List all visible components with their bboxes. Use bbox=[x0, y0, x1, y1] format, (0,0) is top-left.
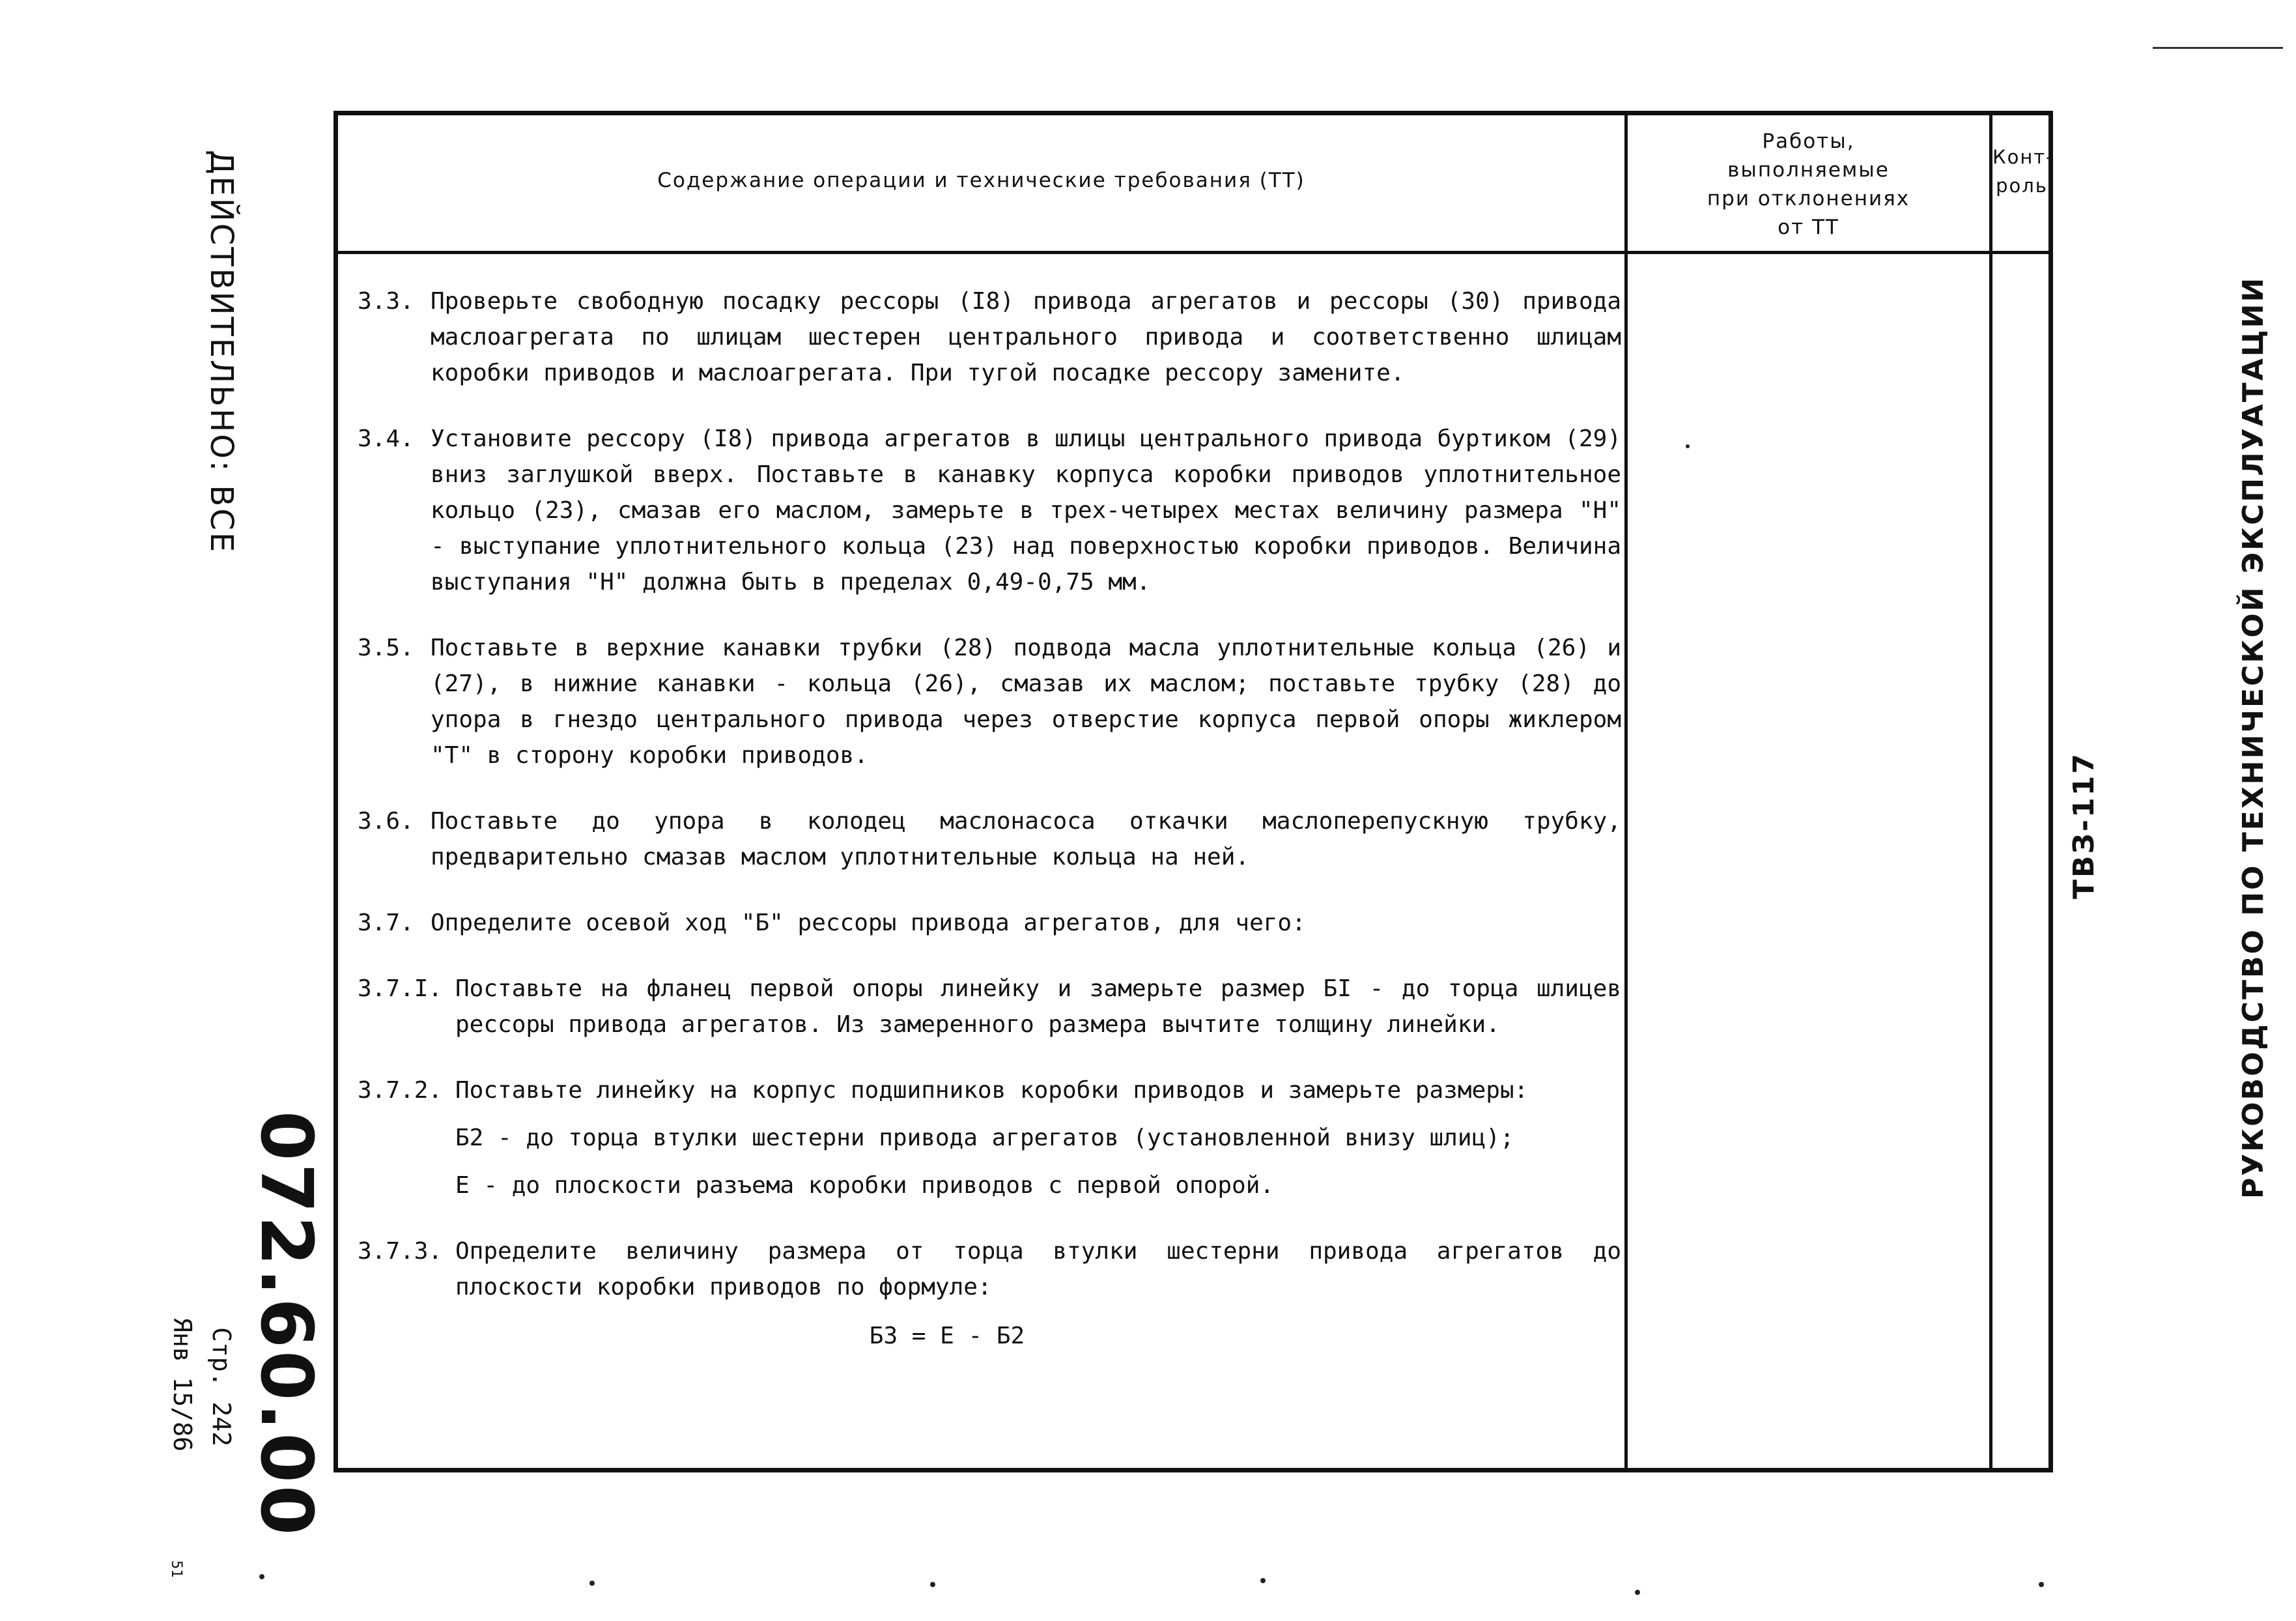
operation-item bbox=[358, 1072, 1621, 1203]
revision-date: Янв 15/86 bbox=[168, 1317, 197, 1452]
header-deviation bbox=[1628, 127, 1989, 242]
header-control-line: роль bbox=[1996, 175, 2048, 197]
header-content-label: Содержание операции и технические требования (ТТ) bbox=[657, 169, 1305, 192]
operation-number: 3.7.3. bbox=[358, 1238, 443, 1265]
operation-item bbox=[358, 905, 1621, 941]
manual-code: ТВЗ-117 bbox=[2067, 752, 2101, 899]
operation-item bbox=[358, 283, 1621, 391]
header-deviation-line: выполняемые bbox=[1727, 158, 1890, 182]
operation-text: Поставьте в верхние канавки трубки (28) подвода масла уплотнительные кольца (26) и (27), в нижние канавки - кольца (26), смазав их маслом; поставьте трубку (28) до упора в гнездо центрального привода через отверстие корпуса первой опоры жиклером "Т" в сторону коробки приводов. bbox=[431, 635, 1621, 769]
operation-number: 3.6. bbox=[358, 808, 414, 835]
operation-text-intro: Определите величину размера от торца втулки шестерни привода агрегатов до плоскости коробки приводов по формуле: bbox=[455, 1238, 1621, 1300]
operation-text: Определите осевой ход "Б" рессоры привода агрегатов, для чего: bbox=[431, 910, 1306, 936]
operations-list bbox=[358, 283, 1621, 1384]
dimension-line: Е - до плоскости разъема коробки приводов с первой опорой. bbox=[455, 1172, 1275, 1199]
operation-text: Проверьте свободную посадку рессоры (I8) привода агрегатов и рессоры (30) привода маслоагрегата по шлицам шестерен центрального привода и соответственно шлицам коробки приводов и маслоагрегата. При тугой посадке рессору замените. bbox=[431, 288, 1621, 386]
operation-text: Установите рессору (I8) привода агрегатов в шлицы центрального привода буртиком (29) вниз заглушкой вверх. Поставьте в канавку корпуса коробки приводов уплотнительное кольцо (23), смазав его маслом, замерьте в трех-четырех местах величину размера "Н" - выступание уплотнительного кольца (23) над поверхностью коробки приводов. Величина выступания "Н" должна быть в пределах 0,49-0,75 мм. bbox=[431, 425, 1621, 595]
scan-speck bbox=[2039, 1582, 2044, 1587]
manual-title: РУКОВОДСТВО ПО ТЕХНИЧЕСКОЙ ЭКСПЛУАТАЦИИ bbox=[2237, 276, 2270, 1199]
operation-item bbox=[358, 421, 1621, 600]
operation-number: 3.3. bbox=[358, 288, 414, 315]
dimension-line: Б2 - до торца втулки шестерни привода агрегатов (установленной внизу шлиц); bbox=[455, 1125, 1514, 1151]
scan-speck bbox=[930, 1582, 935, 1587]
operation-text: Поставьте до упора в колодец маслонасоса откачки маслоперепускную трубку, предварительно смазав маслом уплотнительные кольца на ней. bbox=[431, 808, 1621, 870]
operation-item bbox=[358, 630, 1621, 773]
operation-number: 3.4. bbox=[358, 425, 414, 452]
header-deviation-line: от ТТ bbox=[1778, 216, 1839, 239]
operation-number: 3.7. bbox=[358, 910, 414, 936]
document-number: 072.60.00 bbox=[245, 1111, 328, 1538]
scan-speck bbox=[589, 1581, 595, 1586]
header-content bbox=[338, 166, 1624, 195]
operation-text-intro: Поставьте линейку на корпус подшипников коробки приводов и замерьте размеры: bbox=[455, 1077, 1529, 1104]
operation-item bbox=[358, 803, 1621, 875]
operation-text bbox=[455, 1072, 1621, 1203]
validity-label: ДЕЙСТВИТЕЛЬНО: ВСЕ bbox=[203, 150, 240, 554]
header-divider bbox=[338, 251, 2048, 254]
header-control-line: Конт- bbox=[1992, 146, 2054, 168]
page-number: Стр. 242 bbox=[207, 1327, 236, 1447]
operations-table bbox=[333, 111, 2053, 1472]
column-divider bbox=[1989, 115, 1992, 1468]
scan-speck bbox=[1686, 444, 1690, 448]
operation-number: 3.7.I. bbox=[358, 975, 443, 1002]
scan-mark bbox=[2153, 47, 2283, 49]
operation-number: 3.5. bbox=[358, 635, 414, 661]
header-deviation-line: Работы, bbox=[1762, 130, 1855, 153]
scan-speck bbox=[1260, 1578, 1266, 1583]
scan-speck bbox=[259, 1574, 264, 1579]
scan-speck bbox=[1635, 1590, 1640, 1595]
sheet-mark: 51 bbox=[168, 1560, 184, 1578]
operation-text: Поставьте на фланец первой опоры линейку и замерьте размер БI - до торца шлицев рессоры привода агрегатов. Из замеренного размера вычтите толщину линейки. bbox=[455, 975, 1621, 1038]
operation-item bbox=[358, 971, 1621, 1042]
formula: Б3 = Е - Б2 bbox=[869, 1323, 1025, 1349]
header-deviation-line: при отклонениях bbox=[1707, 187, 1910, 210]
column-divider bbox=[1624, 115, 1628, 1468]
header-control bbox=[1992, 143, 2054, 200]
operation-text bbox=[455, 1233, 1621, 1354]
operation-number: 3.7.2. bbox=[358, 1077, 443, 1104]
operation-item bbox=[358, 1233, 1621, 1354]
